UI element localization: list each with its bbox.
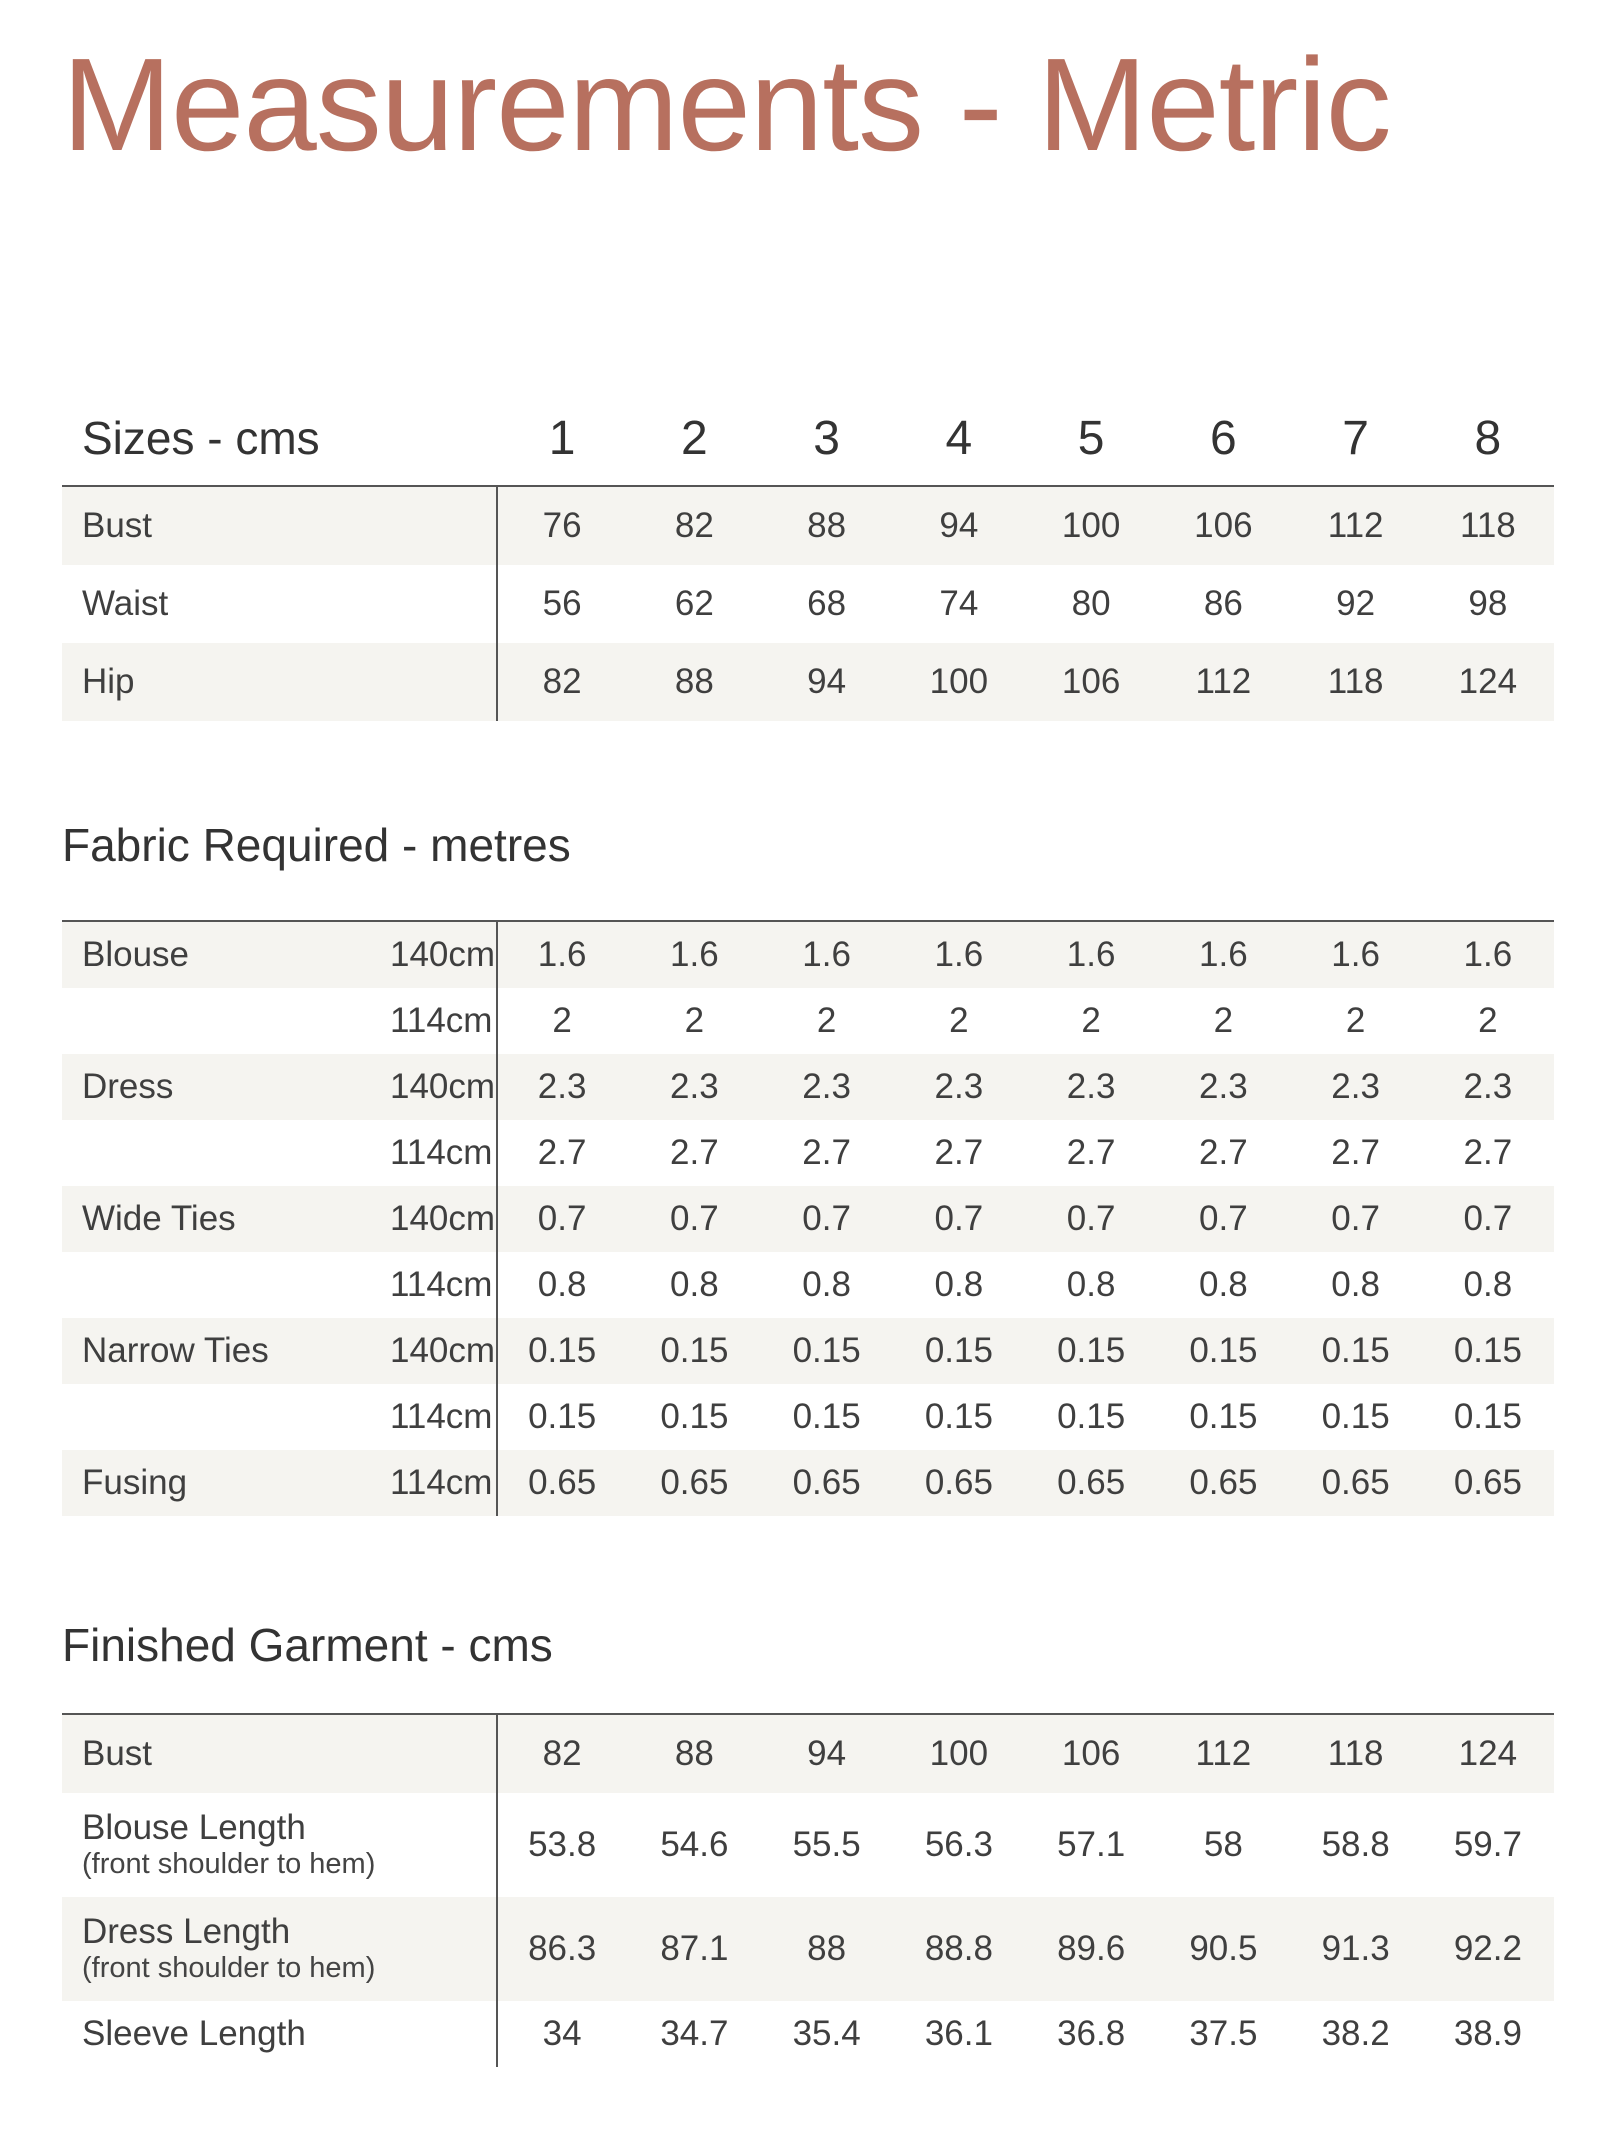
cell-value: 2	[552, 1001, 572, 1040]
row-label-text: Blouse	[82, 934, 190, 974]
table-row	[62, 988, 1554, 1054]
column-divider	[496, 922, 498, 1516]
cell-value: 0.65	[1453, 1463, 1522, 1502]
row-label	[62, 506, 496, 546]
cell-value: 0.15	[792, 1397, 861, 1436]
table-row	[62, 1054, 1554, 1120]
table-row	[62, 643, 1554, 721]
cell-value: 58	[1203, 1825, 1243, 1864]
size-column-header: 8	[1474, 411, 1502, 465]
cell-value: 1.6	[670, 935, 719, 974]
cell-value: 76	[542, 506, 582, 545]
fabric-width: 114cm	[390, 1265, 493, 1304]
fabric-width: 114cm	[390, 1001, 493, 1040]
fabric-width: 140cm	[390, 1199, 496, 1238]
cell-value: 2.7	[1066, 1133, 1116, 1172]
cell-value: 88	[807, 1929, 847, 1968]
cell-value: 0.7	[1199, 1199, 1248, 1238]
size-column-header: 2	[681, 411, 708, 465]
cell-value: 118	[1327, 1734, 1384, 1773]
cell-value: 0.15	[660, 1331, 729, 1370]
fabric-required-table	[62, 920, 1554, 1516]
table-row	[62, 2001, 1554, 2067]
cell-value: 106	[1061, 1734, 1121, 1773]
cell-value: 88	[674, 1734, 714, 1773]
row-label	[62, 1808, 496, 1882]
cell-value: 2.3	[802, 1067, 851, 1106]
row-label	[62, 1463, 328, 1503]
cell-value: 82	[542, 662, 582, 701]
cell-value: 112	[1327, 506, 1384, 545]
cell-value: 2	[1478, 1001, 1498, 1040]
cell-value: 62	[674, 584, 714, 623]
cell-value: 0.65	[792, 1463, 861, 1502]
cell-value: 88	[807, 506, 847, 545]
finished-garment-table	[62, 1713, 1554, 2067]
row-label-text: Blouse Length	[82, 1808, 306, 1848]
cell-value: 2.7	[670, 1133, 719, 1172]
column-divider	[496, 487, 498, 721]
cell-value: 2	[949, 1001, 969, 1040]
cell-value: 0.7	[934, 1199, 984, 1238]
cell-value: 0.8	[934, 1265, 984, 1304]
row-label-text: Bust	[82, 1733, 153, 1773]
cell-value: 0.15	[924, 1397, 993, 1436]
cell-value: 34	[542, 2014, 582, 2053]
cell-value: 0.8	[1066, 1265, 1116, 1304]
row-label-text: Hip	[82, 661, 135, 701]
table-row	[62, 1318, 1554, 1384]
cell-value: 0.15	[792, 1331, 861, 1370]
cell-value: 0.15	[1453, 1397, 1522, 1436]
fabric-width: 114cm	[390, 1463, 493, 1502]
cell-value: 86.3	[528, 1929, 597, 1968]
fabric-section-title: Fabric Required - metres	[62, 819, 571, 871]
cell-value: 0.7	[1463, 1199, 1513, 1238]
column-divider	[496, 1715, 498, 2067]
cell-value: 56.3	[924, 1825, 993, 1864]
cell-value: 38.9	[1453, 2014, 1522, 2053]
cell-value: 59.7	[1453, 1825, 1522, 1864]
cell-value: 92.2	[1453, 1929, 1522, 1968]
table-row	[62, 1252, 1554, 1318]
row-label-text: Wide Ties	[82, 1198, 236, 1238]
table-row	[62, 922, 1554, 988]
cell-value: 2.7	[1199, 1133, 1248, 1172]
cell-value: 2.3	[537, 1067, 587, 1106]
cell-value: 106	[1061, 662, 1121, 701]
size-column-header: 3	[813, 411, 840, 465]
sizes-header-row	[62, 393, 1554, 483]
fabric-width: 140cm	[390, 935, 496, 974]
cell-value: 2.7	[1463, 1133, 1513, 1172]
size-column-header: 5	[1077, 411, 1105, 465]
cell-value: 112	[1195, 662, 1252, 701]
row-label-note: (front shoulder to hem)	[82, 1952, 376, 1985]
cell-value: 90.5	[1189, 1929, 1258, 1968]
cell-value: 0.15	[1189, 1397, 1258, 1436]
cell-value: 1.6	[1331, 935, 1380, 974]
cell-value: 1.6	[1463, 935, 1513, 974]
cell-value: 37.5	[1189, 2014, 1258, 2053]
cell-value: 55.5	[792, 1825, 861, 1864]
row-label-text: Sleeve Length	[82, 2013, 306, 2053]
cell-value: 88.8	[924, 1929, 993, 1968]
cell-value: 92	[1336, 584, 1376, 623]
row-label	[62, 1331, 328, 1371]
table-row	[62, 1384, 1554, 1450]
fabric-width: 140cm	[390, 1331, 496, 1370]
cell-value: 1.6	[1066, 935, 1116, 974]
sizes-label: Sizes - cms	[82, 412, 320, 464]
cell-value: 98	[1468, 584, 1508, 623]
cell-value: 2	[1213, 1001, 1234, 1040]
table-row	[62, 1186, 1554, 1252]
cell-value: 80	[1071, 584, 1111, 623]
cell-value: 2.3	[670, 1067, 719, 1106]
cell-value: 2	[816, 1001, 837, 1040]
cell-value: 2.7	[802, 1133, 851, 1172]
row-label	[62, 1734, 496, 1774]
cell-value: 94	[939, 506, 979, 545]
cell-value: 0.65	[1189, 1463, 1258, 1502]
cell-value: 1.6	[934, 935, 984, 974]
cell-value: 68	[807, 584, 847, 623]
cell-value: 106	[1194, 506, 1253, 545]
row-label	[62, 584, 496, 624]
cell-value: 89.6	[1057, 1929, 1126, 1968]
cell-value: 34.7	[660, 2014, 729, 2053]
size-column-header: 7	[1342, 411, 1369, 465]
cell-value: 54.6	[660, 1825, 729, 1864]
cell-value: 0.15	[1057, 1331, 1126, 1370]
size-column-header: 6	[1210, 411, 1237, 465]
cell-value: 100	[929, 1734, 989, 1773]
cell-value: 2	[684, 1001, 705, 1040]
cell-value: 0.7	[1066, 1199, 1116, 1238]
row-label	[62, 1067, 328, 1107]
table-row	[62, 1897, 1554, 2001]
table-row	[62, 565, 1554, 643]
cell-value: 91.3	[1321, 1929, 1390, 1968]
cell-value: 86	[1203, 584, 1243, 623]
cell-value: 1.6	[1199, 935, 1248, 974]
cell-value: 0.7	[1331, 1199, 1380, 1238]
cell-value: 82	[674, 506, 714, 545]
cell-value: 87.1	[660, 1929, 729, 1968]
row-label-text: Bust	[82, 505, 153, 545]
row-label-text: Dress Length	[82, 1912, 291, 1952]
page-title: Measurements - Metric	[62, 31, 1391, 178]
cell-value: 53.8	[528, 1825, 597, 1864]
row-label-text: Narrow Ties	[82, 1330, 269, 1370]
cell-value: 0.15	[1453, 1331, 1522, 1370]
cell-value: 2.3	[1066, 1067, 1116, 1106]
row-label-note: (front shoulder to hem)	[82, 1848, 376, 1881]
cell-value: 2.7	[1331, 1133, 1380, 1172]
cell-value: 2.3	[934, 1067, 984, 1106]
size-column-header: 4	[945, 411, 973, 465]
cell-value: 118	[1459, 506, 1516, 545]
cell-value: 2.3	[1331, 1067, 1380, 1106]
table-row	[62, 1450, 1554, 1516]
cell-value: 88	[674, 662, 714, 701]
cell-value: 2.7	[537, 1133, 587, 1172]
cell-value: 0.8	[1463, 1265, 1513, 1304]
cell-value: 0.15	[528, 1397, 597, 1436]
table-row	[62, 1120, 1554, 1186]
row-label-text: Fusing	[82, 1462, 188, 1502]
cell-value: 112	[1195, 1734, 1252, 1773]
cell-value: 0.7	[670, 1199, 719, 1238]
cell-value: 0.7	[802, 1199, 851, 1238]
cell-value: 74	[939, 584, 979, 623]
cell-value: 0.15	[1321, 1397, 1390, 1436]
size-column-header: 1	[548, 411, 576, 465]
cell-value: 58.8	[1321, 1825, 1390, 1864]
fabric-width: 140cm	[390, 1067, 496, 1106]
cell-value: 100	[929, 662, 989, 701]
cell-value: 56	[542, 584, 582, 623]
row-label	[62, 1912, 496, 1986]
row-label	[62, 935, 328, 975]
cell-value: 2.3	[1199, 1067, 1248, 1106]
row-label-text: Waist	[82, 583, 169, 623]
cell-value: 0.65	[924, 1463, 993, 1502]
cell-value: 0.65	[528, 1463, 597, 1502]
cell-value: 2	[1081, 1001, 1101, 1040]
table-row	[62, 1715, 1554, 1793]
fabric-width: 114cm	[390, 1133, 493, 1172]
cell-value: 0.8	[1331, 1265, 1380, 1304]
cell-value: 36.1	[924, 2014, 993, 2053]
row-label-text: Dress	[82, 1066, 174, 1106]
row-label	[62, 2014, 496, 2054]
cell-value: 94	[807, 1734, 847, 1773]
cell-value: 0.8	[670, 1265, 719, 1304]
cell-value: 0.8	[1199, 1265, 1248, 1304]
cell-value: 0.15	[1321, 1331, 1390, 1370]
cell-value: 0.8	[802, 1265, 851, 1304]
cell-value: 0.65	[1057, 1463, 1126, 1502]
cell-value: 2.7	[934, 1133, 984, 1172]
cell-value: 94	[807, 662, 847, 701]
cell-value: 38.2	[1321, 2014, 1390, 2053]
finished-section-title: Finished Garment - cms	[62, 1619, 553, 1671]
row-label	[62, 662, 496, 702]
cell-value: 124	[1458, 662, 1518, 701]
cell-value: 0.15	[660, 1397, 729, 1436]
cell-value: 36.8	[1057, 2014, 1126, 2053]
cell-value: 1.6	[802, 935, 851, 974]
cell-value: 0.7	[537, 1199, 587, 1238]
cell-value: 0.15	[924, 1331, 993, 1370]
table-row	[62, 487, 1554, 565]
cell-value: 0.15	[1189, 1331, 1258, 1370]
cell-value: 35.4	[792, 2014, 861, 2053]
cell-value: 0.15	[1057, 1397, 1126, 1436]
cell-value: 2.3	[1463, 1067, 1513, 1106]
cell-value: 118	[1327, 662, 1384, 701]
cell-value: 1.6	[537, 935, 587, 974]
cell-value: 0.65	[660, 1463, 729, 1502]
cell-value: 0.8	[537, 1265, 587, 1304]
cell-value: 2	[1345, 1001, 1366, 1040]
body-measurements-table	[62, 485, 1554, 721]
cell-value: 124	[1458, 1734, 1518, 1773]
cell-value: 100	[1061, 506, 1121, 545]
cell-value: 0.15	[528, 1331, 597, 1370]
fabric-width: 114cm	[390, 1397, 493, 1436]
row-label	[62, 1199, 328, 1239]
cell-value: 82	[542, 1734, 582, 1773]
table-row	[62, 1793, 1554, 1897]
cell-value: 57.1	[1057, 1825, 1126, 1864]
cell-value: 0.65	[1321, 1463, 1390, 1502]
